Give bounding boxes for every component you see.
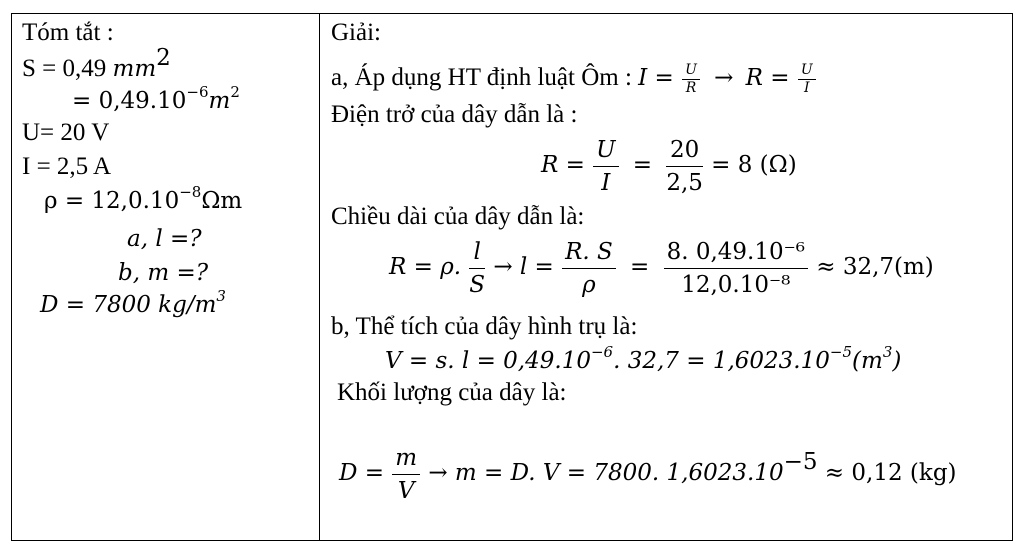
part-a-ohm-law: a, Áp dụng HT định luật Ôm : I = $\frac{U}{R}$ → R = $\frac{U}{I}$ (331, 58, 818, 98)
question-a: a, l =? (127, 226, 202, 252)
length-calculation: R = ρ. $\frac{l}{S}$ → l = $\frac{R. S}{\rho}$ = $\frac{\text{8. 0,49.10⁻⁶}}{\text{12,0.10⁻⁸}}$ ≈ 32,7(m) (389, 234, 934, 301)
resistivity-given: $\rho = 12,0.10^{-8}\Omega m$ (44, 183, 243, 214)
fraction-u-over-i-large: $\frac{U}{I}$ (593, 134, 618, 199)
resistance-title: Điện trở của dây dẫn là : (331, 101, 578, 128)
volume-calculation: V = s. $l = 0,49.10^{-6}$. $32,7 = 1,6023.10^{-5}(m^3)$ (385, 343, 902, 374)
length-title: Chiều dài của dây dẫn là: (331, 203, 585, 230)
fraction-rs-over-rho: $\frac{R. S}{\rho}$ (562, 236, 616, 301)
mass-calculation: D = $\frac{m}{V}$ → m = D. V = 7800. $1,6023.10^{-5} \approx 0,12$ (kg) (339, 440, 957, 507)
fraction-u-over-i: $\frac{U}{I}$ (798, 62, 816, 97)
summary-heading: Tóm tắt : (22, 19, 114, 46)
resistance-calculation: R = $\frac{U}{I}$ = $\frac{20}{2,5}$ = 8 (Ω) (541, 132, 797, 199)
area-given: S = 0,49 $mm^2$ (22, 45, 171, 82)
question-b: b, m =? (118, 260, 209, 286)
mass-title: Khối lượng của dây là: (337, 379, 567, 406)
solution-heading: Giải: (331, 19, 381, 46)
area-converted: = $0,49.10^{-6}m^2$ (72, 83, 240, 114)
solution-table (11, 13, 1013, 541)
density-given: D = 7800 $kg/m^3$ (40, 287, 226, 318)
volume-title: b, Thể tích của dây hình trụ là: (331, 313, 638, 340)
fraction-20-over-2-5: $\frac{20}{2,5}$ (666, 134, 703, 199)
fraction-m-over-v: $\frac{m}{V}$ (392, 442, 420, 507)
fraction-numeric-length: $\frac{\text{8. 0,49.10⁻⁶}}{\text{12,0.10⁻⁸}}$ (664, 236, 808, 301)
voltage-given: U= 20 V (22, 119, 110, 146)
solution-column (321, 14, 1012, 540)
current-given: I = 2,5 A (22, 153, 112, 180)
summary-column (12, 14, 319, 540)
fraction-l-over-s: $\frac{l}{S}$ (469, 236, 485, 301)
column-divider (319, 14, 320, 540)
fraction-u-over-r: $\frac{U}{R}$ (682, 62, 700, 97)
